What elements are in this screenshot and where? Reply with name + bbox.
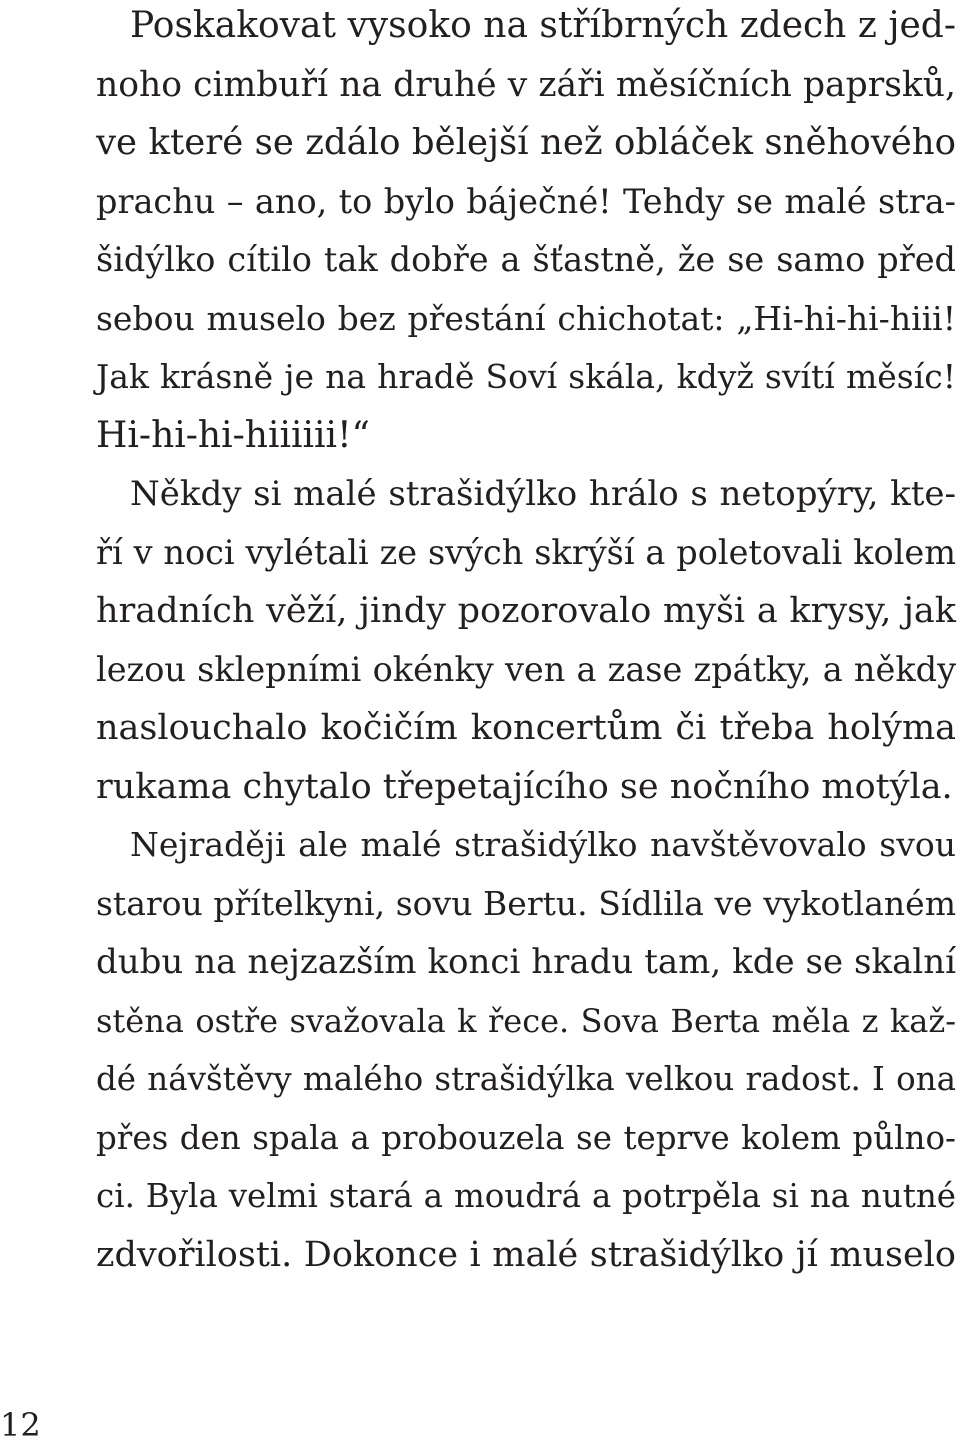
text-line: ve které se zdálo bělejší než obláček sněhového (96, 122, 956, 163)
text-line: sebou muselo bez přestání chichotat: „Hi-hi-hi-hiii! (96, 298, 956, 338)
text-line: Poskakovat vysoko na stříbrných zdech z jed- (130, 5, 956, 46)
text-line: starou přítelkyni, sovu Bertu. Sídlila ve vykotlaném (96, 883, 956, 923)
text-line: prachu – ano, to bylo báječné! Tehdy se malé stra- (96, 181, 956, 221)
text-line: ří v noci vylétali ze svých skrýší a poletovali kolem (96, 532, 956, 572)
text-line: lezou sklepními okénky ven a zase zpátky, a někdy (96, 649, 956, 689)
text-line: dubu na nejzazším konci hradu tam, kde se skalní (96, 942, 956, 982)
text-line: hradních věží, jindy pozorovalo myši a krysy, jak (96, 591, 956, 631)
text-line: Nejraději ale malé strašidýlko navštěvovalo svou (130, 825, 956, 864)
page-number: 12 (0, 1406, 41, 1444)
text-line: naslouchalo kočičím koncertům či třeba holýma (96, 708, 956, 748)
text-line: dé návštěvy malého strašidýlka velkou radost. I ona (96, 1060, 956, 1098)
text-line: rukama chytalo třepetajícího se nočního motýla. (96, 766, 953, 807)
text-line: šidýlko cítilo tak dobře a šťastně, že se samo před (96, 240, 956, 279)
text-line: Někdy si malé strašidýlko hrálo s netopýry, kte- (130, 474, 956, 514)
text-line: zdvořilosti. Dokonce i malé strašidýlko jí muselo (96, 1234, 956, 1275)
text-line: ci. Byla velmi stará a moudrá a potrpěla si na nutné (96, 1177, 956, 1215)
text-line: stěna ostře svažovala k řece. Sova Berta měla z kaž- (96, 1001, 956, 1040)
text-line: Hi-hi-hi-hiiiiii!“ (96, 414, 370, 456)
text-line: Jak krásně je na hradě Soví skála, když svítí měsíc! (96, 357, 956, 396)
text-line: přes den spala a probouzela se teprve kolem půlno- (96, 1118, 956, 1157)
body-text (96, 0, 956, 1284)
text-line: noho cimbuří na druhé v záři měsíčních paprsků, (96, 64, 956, 105)
